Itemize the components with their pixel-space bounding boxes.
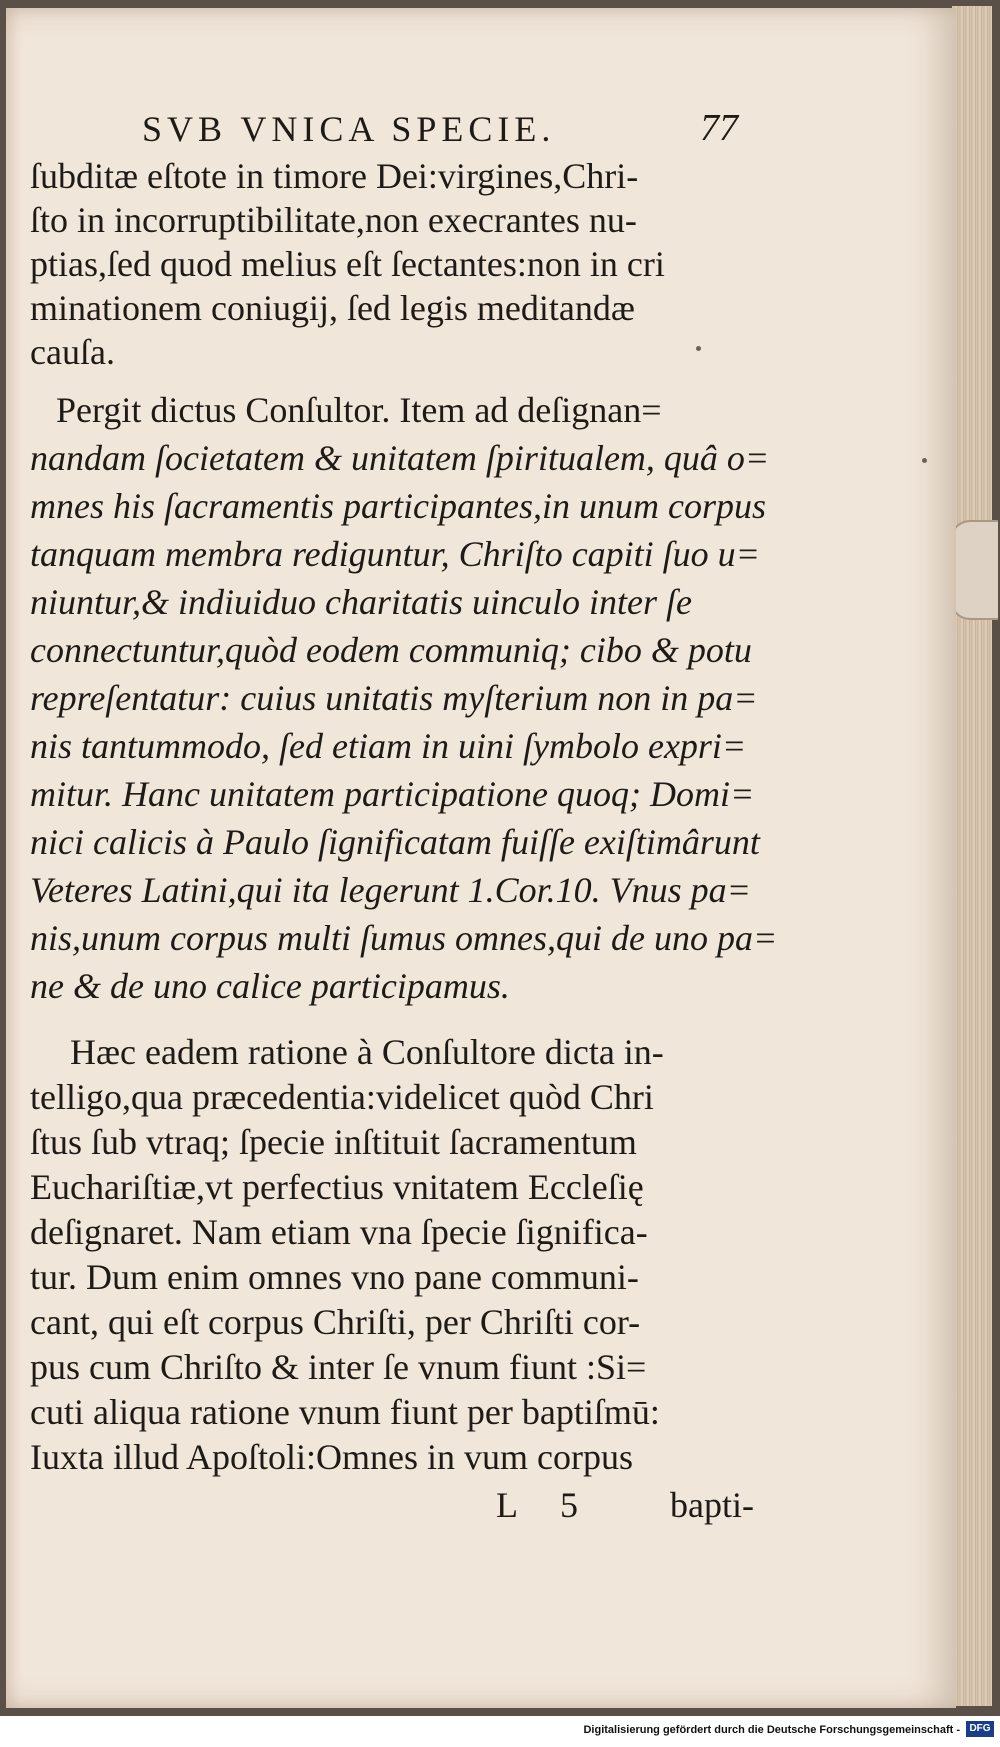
page-edges [952, 6, 992, 1706]
text-line: mitur. Hanc unitatem participatione quoq; Domi= [30, 774, 755, 814]
text-line: cauſa. [30, 332, 115, 372]
text-line: nici calicis à Paulo ſignificatam fuiſſe exiſtimârunt [30, 822, 760, 862]
text-line: tur. Dum enim omnes vno pane communi- [30, 1257, 639, 1297]
text-line: ptias,ſed quod melius eſt ſectantes:non in cri [30, 244, 665, 284]
text-line: Iuxta illud Apoſtoli:Omnes in vum corpus [30, 1437, 633, 1477]
text-line: nis tantummodo, ſed etiam in uini ſymbolo expri= [30, 726, 747, 766]
text-line: Pergit dictus Conſultor. Item ad deſignan= [56, 390, 662, 430]
signature-line [30, 1484, 770, 1528]
text-line: mnes his ſacramentis participantes,in unum corpus [30, 486, 766, 526]
page-clip [950, 520, 998, 620]
digitization-footer [0, 1716, 1000, 1747]
running-header [118, 108, 748, 158]
text-line: connectuntur,quòd eodem communiq; cibo & potu [30, 630, 752, 670]
text-line: nis,unum corpus multi ſumus omnes,qui de uno pa= [30, 918, 778, 958]
signature-number: 5 [560, 1485, 578, 1525]
text-line: niuntur,& indiuiduo charitatis uinculo inter ſe [30, 582, 692, 622]
paper-speck [922, 458, 927, 463]
text-line: Euchariſtiæ,vt perfectius vnitatem Eccleſię [30, 1167, 644, 1207]
text-line: pus cum Chriſto & inter ſe vnum fiunt :Si= [30, 1347, 647, 1387]
text-line: Hæc eadem ratione à Conſultore dicta in- [70, 1032, 664, 1072]
text-line: tanquam membra rediguntur, Chriſto capiti ſuo u= [30, 534, 760, 574]
dfg-logo-icon: DFG [966, 1721, 994, 1737]
text-line: ſto in incorruptibilitate,non execrantes nu- [30, 200, 637, 240]
text-line: Veteres Latini,qui ita legerunt 1.Cor.10. Vnus pa= [30, 870, 751, 910]
book-page [6, 8, 956, 1708]
text-line: ne & de uno calice participamus. [30, 966, 510, 1006]
text-line: telligo,qua præcedentia:videlicet quòd Chri [30, 1077, 654, 1117]
text-line: nandam ſocietatem & unitatem ſpiritualem, quâ o= [30, 438, 770, 478]
text-line: minationem coniugij, ſed legis meditandæ [30, 288, 635, 328]
text-line: ſtus ſub vtraq; ſpecie inſtituit ſacramentum [30, 1122, 637, 1162]
text-line: ſubditæ eſtote in timore Dei:virgines,Chri- [30, 156, 639, 196]
signature-mark: L [496, 1485, 518, 1525]
paper-speck [696, 346, 701, 351]
text-line: cuti aliqua ratione vnum fiunt per baptiſmū: [30, 1392, 660, 1432]
funding-credit: Digitalisierung gefördert durch die Deutsche Forschungsgemeinschaft - [583, 1724, 960, 1736]
text-line: repreſentatur: cuius unitatis myſterium non in pa= [30, 678, 758, 718]
catchword: bapti- [670, 1485, 754, 1525]
text-line: deſignaret. Nam etiam vna ſpecie ſignifica- [30, 1212, 648, 1252]
running-title: SVB VNICA SPECIE. [142, 109, 556, 149]
text-line: cant, qui eſt corpus Chriſti, per Chriſti cor- [30, 1302, 641, 1342]
page-number: 77 [700, 107, 738, 149]
